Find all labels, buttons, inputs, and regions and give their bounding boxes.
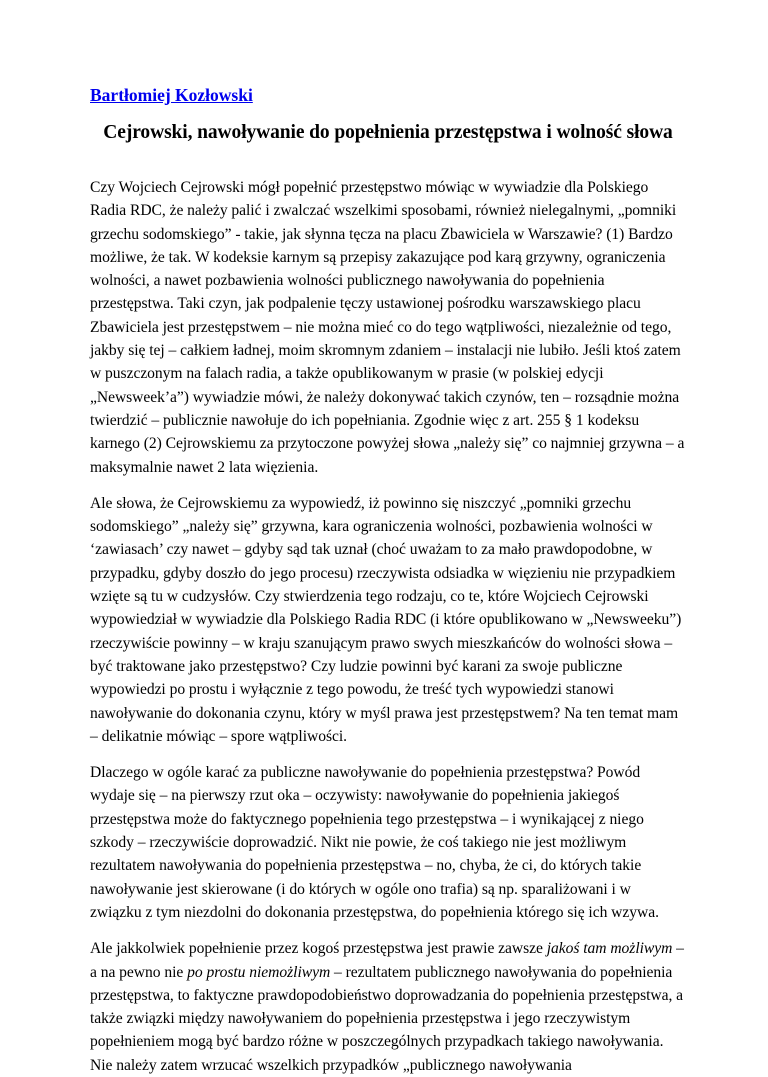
paragraph-4-text-c: – rezultatem publicznego nawoływania do popełnienia przestępstwa, to faktyczne prawdopodobieństwo doprowadzania do popełnienia przestępstwa, a także związki między nawoływaniem do popełnienia przestępstwa i jego rzeczywistym popełnieniem mogą być bardzo różne w poszczególnych przypadkach takiego nawoływania. Nie należy zatem wrzucać wszelkich przypadków „publicznego nawoływania (90, 963, 684, 1074)
paragraph-4-emphasis-1: jakoś tam możliwym (546, 940, 673, 958)
paragraph-4 (90, 937, 686, 1077)
paragraph-4-text-b: – a na pewno nie (90, 940, 684, 981)
author-link[interactable]: Bartłomiej Kozłowski (90, 85, 253, 105)
paragraph-3: Dlaczego w ogóle karać za publiczne nawoływanie do popełnienia przestępstwa? Powód wydaje się – na pierwszy rzut oka – oczywisty: nawoływanie do popełnienia jakiegoś przestępstwa może do faktycznego popełnienia tego przestępstwa – i wynikającej z niego szkody – rzeczywiście doprowadzić. Nikt nie powie, że coś takiego nie jest możliwym rezultatem nawoływania do popełnienia przestępstwa – no, chyba, że ci, do których takie nawoływanie jest skierowane (i do których w ogóle ono trafia) są np. sparaliżowani i w związku z tym niezdolni do dokonania przestępstwa, do popełnienia którego się ich wzywa. (90, 764, 659, 921)
paragraph-1: Czy Wojciech Cejrowski mógł popełnić przestępstwo mówiąc w wywiadzie dla Polskiego Radia RDC, że należy palić i zwalczać wszelkimi sposobami, również nielegalnymi, „pomniki grzechu sodomskiego” - takie, jak słynna tęcza na placu Zbawiciela w Warszawie? (1) Bardzo możliwe, że tak. W kodeksie karnym są przepisy zakazujące pod karą grzywny, ograniczenia wolności, a nawet pozbawienia wolności publicznego nawoływania do popełnienia przestępstwa. Taki czyn, jak podpalenie tęczy ustawionej pośrodku warszawskiego placu Zbawiciela jest przestępstwem – nie można mieć co do tego wątpliwości, niezależnie od tego, jakby się tej – całkiem ładnej, moim skromnym zdaniem – instalacji nie lubiło. Jeśli ktoś zatem w puszczonym na falach radia, a także opublikowanym w prasie (w polskiej edycji „Newsweek’a”) wywiadzie mówi, że należy dokonywać takich czynów, ten – rozsądnie można twierdzić – publicznie nawołuje do ich popełniania. Zgodnie więc z art. 255 § 1 kodeksu karnego (2) Cejrowskiemu za przytoczone powyżej słowa „należy się” co najmniej grzywna – a maksymalnie nawet 2 lata więzienia. (90, 179, 685, 476)
paragraph-4-emphasis-2: po prostu niemożliwym (187, 963, 331, 981)
document-page (90, 84, 686, 1077)
paragraph-2: Ale słowa, że Cejrowskiemu za wypowiedź, iż powinno się niszczyć „pomniki grzechu sodomskiego” „należy się” grzywna, kara ograniczenia wolności, pozbawienia wolności w ‘zawiasach’ czy nawet – gdyby sąd tak uznał (choć uważam to za mało prawdopodobne, w przypadku, gdyby doszło do jego procesu) rzeczywista odsiadka w więzieniu nie przypadkiem wzięte są tu w cudzysłów. Czy stwierdzenia tego rodzaju, co te, które Wojciech Cejrowski wypowiedział w wywiadzie dla Polskiego Radia RDC (i które opublikowano w „Newsweeku”) rzeczywiście powinny – w kraju szanującym prawo swych mieszkańców do wolności słowa – być traktowane jako przestępstwo? Czy ludzie powinni być karani za swoje publiczne wypowiedzi po prostu i wyłącznie z tego powodu, że treść tych wypowiedzi stanowi nawoływanie do dokonania czynu, który w myśl prawa jest przestępstwem? Na ten temat mam – delikatnie mówiąc – spore wątpliwości. (90, 494, 682, 745)
paragraph-4-text-a: Ale jakkolwiek popełnienie przez kogoś przestępstwa jest prawie zawsze (90, 940, 547, 958)
article-title: Cejrowski, nawoływanie do popełnienia przestępstwa i wolność słowa (103, 122, 673, 143)
